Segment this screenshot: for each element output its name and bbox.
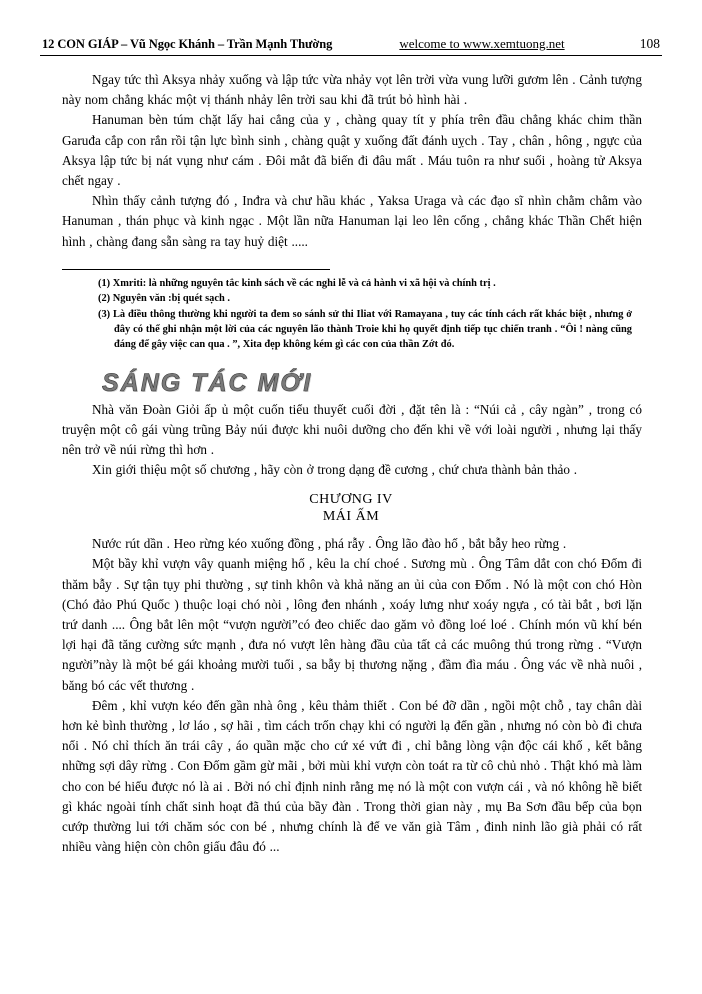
footnote-item [98, 292, 632, 307]
footnote-text: Xmriti: là những nguyên tắc kinh sách về các nghi lễ và cả hành vi xã hội và chính trị . [112, 277, 496, 289]
section-text-column [40, 400, 662, 481]
section-title-sang-tac-moi: SÁNG TÁC MỚI [102, 368, 313, 397]
chapter-text-column [40, 534, 662, 857]
paragraph: Ngay tức thì Aksya nhảy xuống và lập tức vừa nhảy vọt lên trời vừa vung lưỡi gươm lên . Cảnh tượng này nom chẳng khác một vị thánh nhảy lên trời sau khi đã trút bỏ hình hài . [62, 72, 642, 108]
footnote-text: Nguyên văn :bị quét sạch . [112, 293, 230, 305]
footnote-number: (1) [98, 277, 111, 289]
footnote-number: (2) [98, 293, 111, 305]
paragraph: Nhà văn Đoàn Giỏi ấp ủ một cuốn tiểu thuyết cuối đời , đặt tên là : “Núi cả , cây ngàn” , trong có truyện một cô gái vùng trũng Bảy núi được khi nuôi dưỡng cho đến khi về với loài người , nhưng lại thấy nên trở về núi rừng thì hơn . [62, 401, 642, 457]
paragraph: Hanuman bèn túm chặt lấy hai cẳng của y , chàng quay tít y phía trên đầu chẳng khác chim thần Garuđa cắp con rắn rồi tận lực bình sinh , chàng quật y xuống đất đánh uỵch . Tay , chân , hông , ngực của Aksya lập tức bị nát vụng như cám . Đôi mắt đã biến đi đâu mất . Máu tuôn ra như suối , hoàng tử Aksya chết ngay . [62, 112, 642, 188]
chapter-subtitle: MÁI ẤM [322, 509, 380, 525]
footnote-item [98, 308, 632, 352]
footnote-separator [62, 269, 330, 270]
paragraph: Xin giới thiệu một số chương , hãy còn ở trong dạng đề cương , chứ chưa thành bản thảo . [92, 462, 578, 478]
footnote-text: Là điều thông thường khi người ta đem so sánh sử thi Iliat với Ramayana , tuy các tính cách rất khác biệt , nhưng ở đây có thể ghi nhận một lời của các nguyên lão thành Troie khi họ quyết định tiếp tục chiến tranh . “Ôi ! nàng cũng đáng để gây việc can qua . ”, Xita đẹp không kém gì các con của thần Zớt đó. [113, 309, 632, 350]
footnote-item [98, 277, 632, 292]
page-header [40, 36, 662, 56]
footnote-number: (3) [98, 309, 111, 321]
paragraph: Nước rút dần . Heo rừng kéo xuống đồng , phá rẫy . Ông lão đào hố , bắt bẫy heo rừng . [92, 536, 567, 552]
paragraph: Nhìn thấy cảnh tượng đó , Inđra và chư hầu khác , Yaksa Uraga và các đạo sĩ nhìn chằm chằm vào Hanuman , thán phục và kinh ngạc . Một lần nữa Hanuman lại leo lên cổng , chẳng khác Thần Chết hiện hình , chàng đang sẵn sàng ra tay huỷ diệt ..... [62, 193, 642, 249]
header-website-link[interactable]: welcome to www.xemtuong.net [399, 36, 565, 51]
header-book-title: 12 CON GIÁP – Vũ Ngọc Khánh – Trần Mạnh Thường [42, 37, 333, 51]
paragraph: Một bầy khỉ vượn vây quanh miệng hố , kêu la chí choé . Sương mù . Ông Tâm dắt con chó Đốm đi thăm bẫy . Sự tận tụy phi thường , sự tinh khôn và khả năng an ủi của con Đốm . Nó là một con chó Hòn (Chó đảo Phú Quốc ) thuộc loại chó nòi , lông đen nhánh , xoáy lưng như xoáy ngựa , có tài bắt , bơi lặn trứ danh .... Ông bắt lên một “vượn người”có đeo chiếc dao găm vỏ đồng loé loé . Chính món vũ khí bén lợi hại đã tăng cường sức mạnh , đưa nó vượt lên hàng đầu của tất cả các muông thú trong rừng . “Vượn người”này là một bé gái khoảng mười tuổi , sa bẫy bị thương nặng , đầm đìa máu . Ông vác về nhà nuôi , băng bó các vết thương . [62, 556, 642, 693]
page-number: 108 [639, 36, 660, 51]
footnote-block [40, 277, 662, 353]
main-text-column [40, 70, 662, 252]
chapter-title: CHƯƠNG IV [309, 492, 393, 508]
paragraph: Đêm , khỉ vượn kéo đến gần nhà ông , kêu thảm thiết . Con bé đỡ dần , ngồi một chỗ , tay chân dài hơn kẻ bình thường , lơ láo , sợ hãi , tìm cách trốn chạy khi có người lạ đến gần , nhưng nó còn bò đi chưa nổi . Nó chỉ thích ăn trái cây , áo quần mặc cho cứ xé vứt đi , chỉ bằng lòng vận độc cái khố , kết bằng những sợi dây rừng . Con Đốm gầm gừ mãi , bởi mùi khỉ vượn còn toát ra từ cô chủ nhỏ . Thật khó mà làm cho con bé hiểu được nó là ai . Bởi nó chỉ định ninh rằng mẹ nó là một con vượn cái , và nó không hề biết gì khác ngoài tính chất sinh hoạt đã thú của bầy đàn . Trong thời gian này , mụ Ba Sơn đầu bếp của bọn cướp thường lui tới chăm sóc con bé , nhưng chính là để ve văn già Tâm , đinh ninh lão già phải có rất nhiều vàng hiện còn chôn giấu đâu đó ... [62, 697, 642, 855]
